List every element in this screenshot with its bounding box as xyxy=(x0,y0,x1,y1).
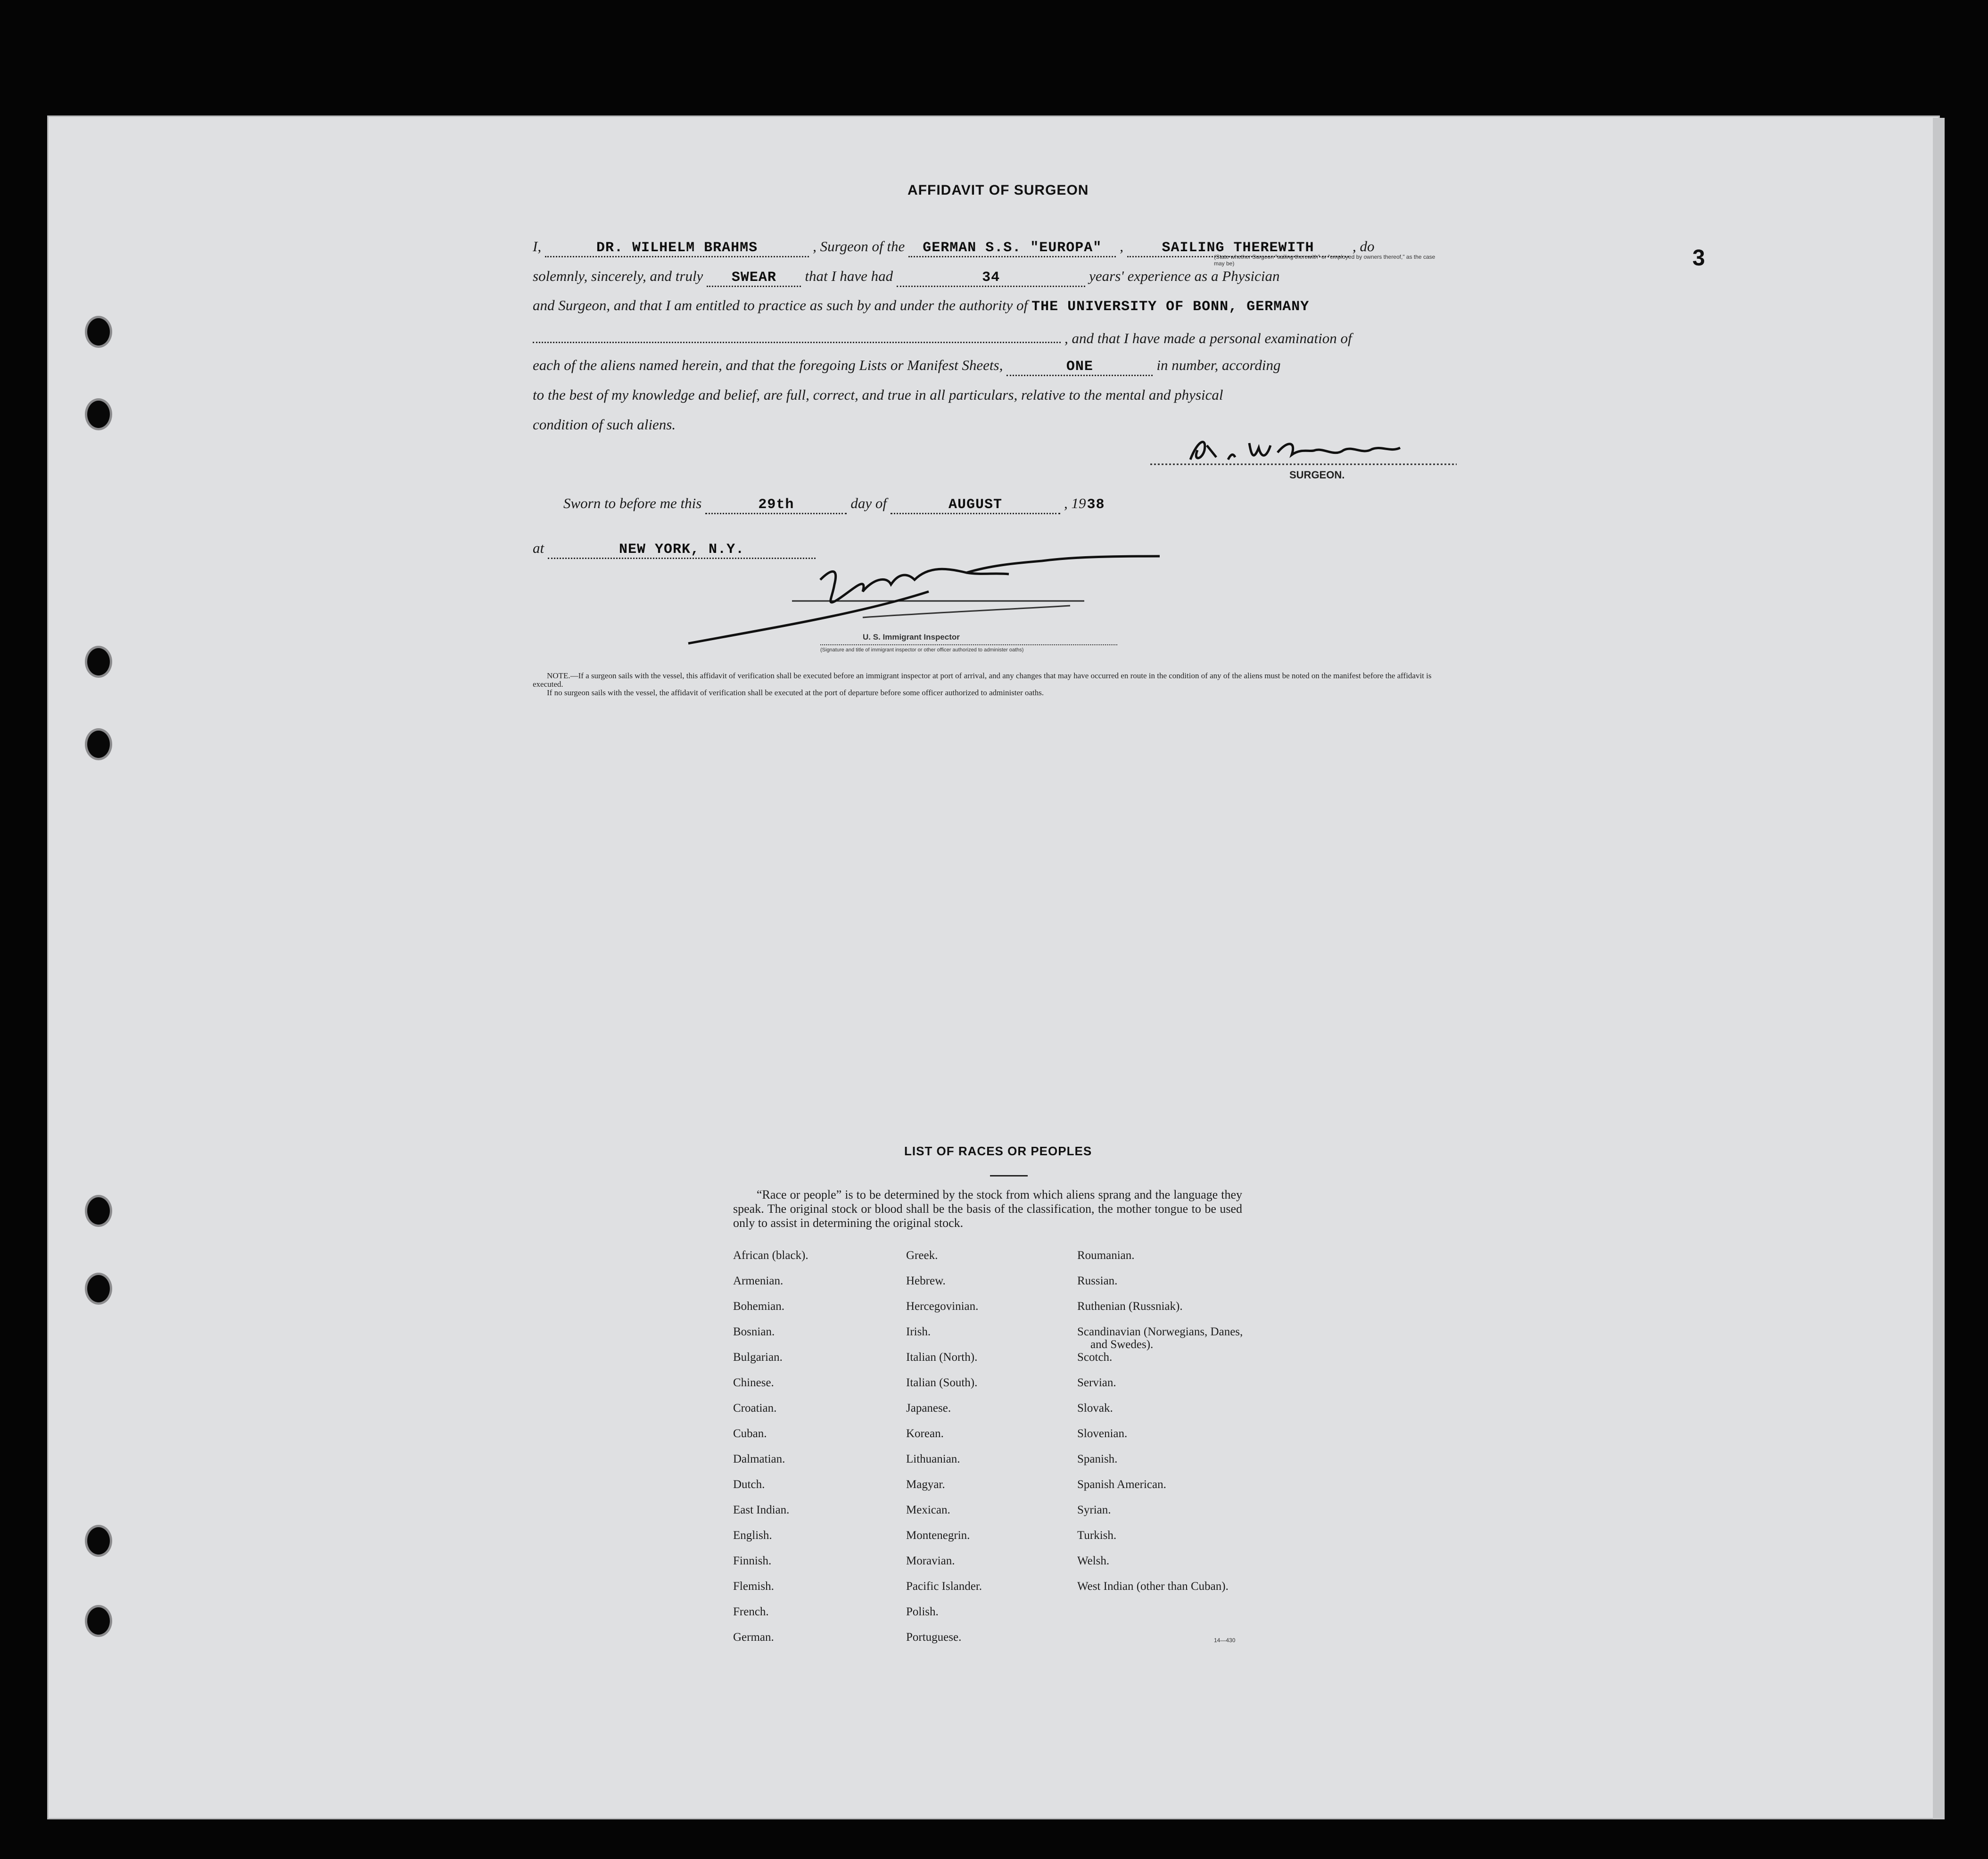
note-para-1 xyxy=(533,672,1452,689)
race-item: Dutch. xyxy=(733,1478,765,1491)
races-intro: “Race or people” is to be determined by the stock from which aliens sprang and the language they speak. The original stock or blood shall be the basis of the classification, the mother tongue to be used only to assist in determining the original stock. xyxy=(733,1188,1242,1230)
race-item: German. xyxy=(733,1631,774,1644)
note-para-2: If no surgeon sails with the vessel, the affidavit of verification shall be executed at the port of departure before some officer authorized to administer oaths. xyxy=(547,688,1044,697)
race-item: English. xyxy=(733,1529,772,1542)
form-number: 14—430 xyxy=(1214,1637,1236,1644)
binder-hole xyxy=(85,1605,112,1637)
race-item: Russian. xyxy=(1077,1275,1118,1287)
text: I, xyxy=(533,238,542,255)
binder-hole xyxy=(85,646,112,678)
race-item: Mexican. xyxy=(906,1504,950,1516)
authority-value: THE UNIVERSITY OF BONN, GERMANY xyxy=(1031,299,1310,315)
month-field xyxy=(891,495,1060,514)
page-number: 3 xyxy=(1692,246,1705,271)
race-item: French. xyxy=(733,1605,769,1618)
sworn-line xyxy=(563,495,1223,514)
race-item: Greek. xyxy=(906,1249,938,1262)
binder-hole xyxy=(85,1525,112,1557)
race-item: East Indian. xyxy=(733,1504,790,1516)
affidavit-line-6: to the best of my knowledge and belief, are full, correct, and true in all particulars, relative to the mental and physical xyxy=(533,387,1223,403)
race-item: Syrian. xyxy=(1077,1504,1111,1516)
year-suffix: 38 xyxy=(1087,497,1105,513)
races-column-2 xyxy=(906,1249,982,1656)
place-value: NEW YORK, N.Y. xyxy=(619,542,745,558)
race-item: Polish. xyxy=(906,1605,939,1618)
race-item: Chinese. xyxy=(733,1376,774,1389)
text: , Surgeon of the xyxy=(813,238,905,255)
race-item: Spanish. xyxy=(1077,1453,1118,1465)
surgeon-name: DR. WILHELM BRAHMS xyxy=(596,240,758,256)
vessel-name: GERMAN S.S. "EUROPA" xyxy=(923,240,1102,256)
text: solemnly, sincerely, and truly xyxy=(533,268,703,284)
capacity-instruction: (State whether Surgeon "sailing therewith" or "employed by owners thereof," as the case may be) xyxy=(1214,254,1435,267)
text: in number, according xyxy=(1156,357,1281,373)
race-item: Flemish. xyxy=(733,1580,774,1593)
sheets-value: ONE xyxy=(1066,359,1093,375)
race-item: Spanish American. xyxy=(1077,1478,1166,1491)
race-item: Welsh. xyxy=(1077,1555,1110,1567)
affidavit-line-3 xyxy=(533,297,1457,315)
inspector-title-rule xyxy=(820,644,1117,645)
race-item: Bosnian. xyxy=(733,1325,775,1338)
races-column-1 xyxy=(733,1249,808,1656)
paper-edge xyxy=(1933,118,1945,1819)
text: that I have had xyxy=(805,268,893,284)
race-item: Finnish. xyxy=(733,1555,772,1567)
race-item: Slovak. xyxy=(1077,1402,1113,1415)
text: and Surgeon, and that I am entitled to practice as such by and under the authority of xyxy=(533,297,1028,313)
text: , xyxy=(1120,238,1123,255)
affidavit-line-5 xyxy=(533,357,1457,376)
binder-hole xyxy=(85,1273,112,1305)
race-item: African (black). xyxy=(733,1249,808,1262)
race-item: Korean. xyxy=(906,1427,944,1440)
race-item: Irish. xyxy=(906,1325,931,1338)
race-item: Moravian. xyxy=(906,1555,955,1567)
text: day of xyxy=(850,495,887,511)
race-item: Scandinavian (Norwegians, Danes, and Swedes). xyxy=(1077,1325,1243,1351)
text: Sworn to before me this xyxy=(563,495,702,511)
race-item: Montenegrin. xyxy=(906,1529,970,1542)
binder-hole xyxy=(85,728,112,760)
oath-value: SWEAR xyxy=(731,270,776,286)
race-item: Hercegovinian. xyxy=(906,1300,979,1313)
surgeon-caption: SURGEON. xyxy=(1289,469,1345,481)
race-item: Roumanian. xyxy=(1077,1249,1135,1262)
note-text: —If a surgeon sails with the vessel, this affidavit of verification shall be executed before an immigrant inspector at port of arrival, and any changes that may have occurred en route in the condition of any of the aliens must be noted on the manifest before the affidavit is executed. xyxy=(533,671,1432,689)
race-item: Armenian. xyxy=(733,1275,784,1287)
affidavit-note xyxy=(533,672,1452,697)
text: , do xyxy=(1353,238,1375,255)
text: at xyxy=(533,540,544,556)
affidavit-line-7: condition of such aliens. xyxy=(533,416,676,433)
inspector-caption: (Signature and title of immigrant inspector or other officer authorized to administer oaths) xyxy=(820,647,1024,653)
race-item: Magyar. xyxy=(906,1478,945,1491)
race-item: Scotch. xyxy=(1077,1351,1113,1364)
race-item: Japanese. xyxy=(906,1402,951,1415)
race-item: Pacific Islander. xyxy=(906,1580,982,1593)
text: , 19 xyxy=(1064,495,1086,511)
race-item: Bulgarian. xyxy=(733,1351,783,1364)
text: each of the aliens named herein, and that the foregoing Lists or Manifest Sheets, xyxy=(533,357,1003,373)
race-item: West Indian (other than Cuban). xyxy=(1077,1580,1229,1593)
years-field xyxy=(897,268,1085,287)
surgeon-name-field xyxy=(545,238,809,257)
day-value: 29th xyxy=(758,497,794,513)
races-column-3 xyxy=(1077,1249,1247,1605)
years-value: 34 xyxy=(982,270,1000,286)
race-item: Dalmatian. xyxy=(733,1453,785,1465)
races-title: LIST OF RACES OR PEOPLES xyxy=(904,1144,1092,1158)
oath-field xyxy=(707,268,801,287)
race-item: Ruthenian (Russniak). xyxy=(1077,1300,1183,1313)
text: years' experience as a Physician xyxy=(1089,268,1280,284)
race-item: Croatian. xyxy=(733,1402,777,1415)
text: , and that I have made a personal examination of xyxy=(1064,330,1352,346)
race-item: Cuban. xyxy=(733,1427,767,1440)
race-item: Hebrew. xyxy=(906,1275,946,1287)
surgeon-capacity: SAILING THEREWITH xyxy=(1162,240,1314,256)
binder-hole xyxy=(85,316,112,348)
race-item: Lithuanian. xyxy=(906,1453,960,1465)
race-item: Turkish. xyxy=(1077,1529,1117,1542)
race-item: Portuguese. xyxy=(906,1631,962,1644)
authority-continued-field xyxy=(533,327,1061,343)
race-item: Bohemian. xyxy=(733,1300,785,1313)
inspector-title: U. S. Immigrant Inspector xyxy=(863,633,960,642)
races-title-rule xyxy=(990,1175,1028,1176)
note-label: NOTE. xyxy=(547,671,570,680)
surgeon-signature xyxy=(1146,431,1461,469)
month-value: AUGUST xyxy=(948,497,1002,513)
binder-hole xyxy=(85,1195,112,1227)
sheets-field xyxy=(1006,357,1153,376)
race-item: Servian. xyxy=(1077,1376,1116,1389)
affidavit-line-2 xyxy=(533,268,1457,287)
affidavit-line-4 xyxy=(533,327,1457,347)
day-field xyxy=(705,495,847,514)
race-item: Italian (South). xyxy=(906,1376,978,1389)
binder-hole xyxy=(85,398,112,430)
race-item: Slovenian. xyxy=(1077,1427,1128,1440)
race-item: Italian (North). xyxy=(906,1351,978,1364)
affidavit-title: AFFIDAVIT OF SURGEON xyxy=(907,182,1089,198)
vessel-field xyxy=(908,238,1116,257)
